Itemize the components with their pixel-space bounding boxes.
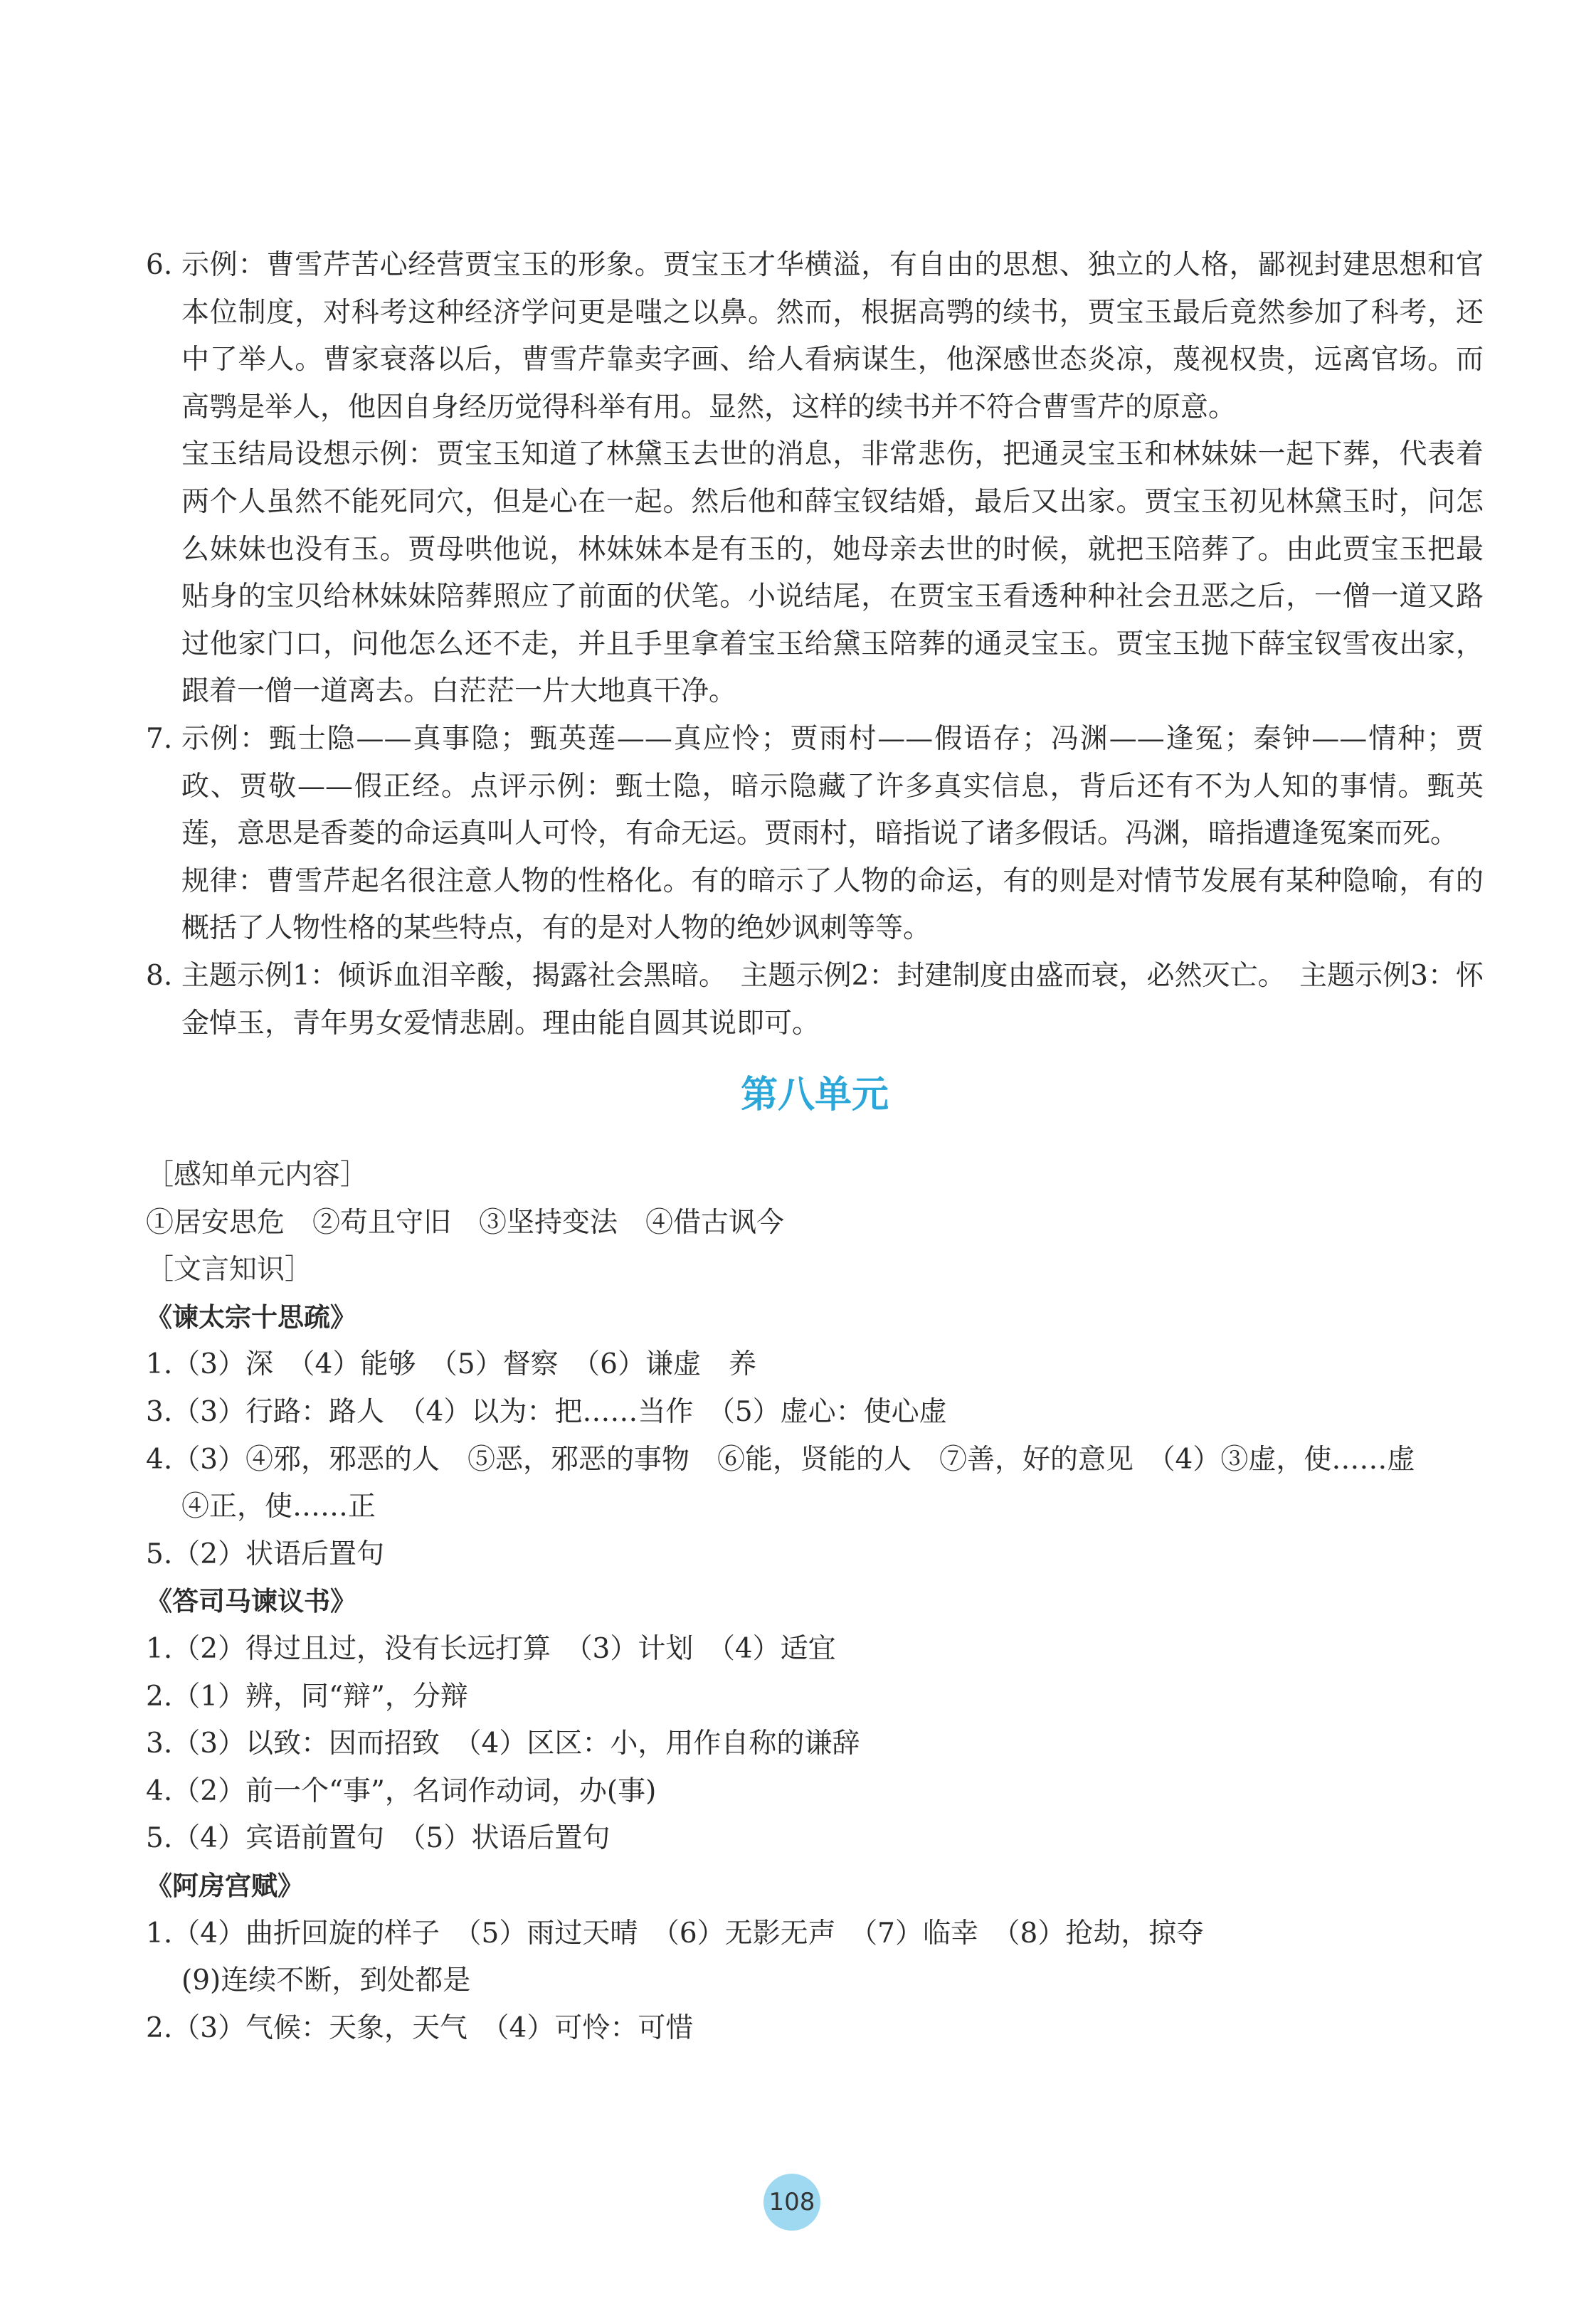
answer-line: 3.（3）以致：因而招致 （4）区区：小，用作自称的谦辞 bbox=[146, 1728, 860, 1760]
item-body bbox=[181, 716, 1484, 953]
answer-line: 4.（2）前一个“事”，名词作动词，办(事) bbox=[146, 1775, 657, 1807]
answer-paragraph: 示例：曹雪芹苦心经营贾宝玉的形象。贾宝玉才华横溢，有自由的思想、独立的人格，鄙视封建思想和官本位制度，对科考这种经济学问更是嗤之以鼻。然而，根据高鹗的续书，贾宝玉最后竟然参加了科考，还中了举人。曹家衰落以后，曹雪芹靠卖字画、给人看病谋生，他深感世态炎凉，蔑视权贵，远离官场。而高鹗是举人，他因自身经历觉得科举有用。显然，这样的续书并不符合曹雪芹的原意。 bbox=[181, 249, 1484, 423]
item-body bbox=[181, 242, 1484, 716]
item-number: 6. bbox=[146, 249, 173, 281]
answer-line: 2.（1）辨，同“辩”，分辩 bbox=[146, 1680, 468, 1713]
answer-line: 5.（2）状语后置句 bbox=[146, 1538, 385, 1570]
answer-paragraph: 示例：甄士隐——真事隐；甄英莲——真应怜；贾雨村——假语存；冯渊——逢冤；秦钟——情种；贾政、贾敬——假正经。点评示例：甄士隐，暗示隐藏了许多真实信息，背后还有不为人知的事情。甄英莲，意思是香菱的命运真叫人可怜，有命无运。贾雨村，暗指说了诸多假话。冯渊，暗指遭逢冤案而死。 bbox=[181, 722, 1484, 850]
section-title: 《答司马谏议书》 bbox=[146, 1586, 356, 1617]
answer-line: 4.（3）④邪，邪恶的人 ⑤恶，邪恶的事物 ⑥能，贤能的人 ⑦善，好的意见 （4）③虚，使……虚 bbox=[146, 1443, 1415, 1476]
answer-line: 2.（3）气候：天象，天气 （4）可怜：可惜 bbox=[146, 2011, 694, 2044]
answer-paragraph: 主题示例1：倾诉血泪辛酸，揭露社会黑暗。 主题示例2：封建制度由盛而衰，必然灭亡。 主题示例3：怀金悼玉，青年男女爱情悲剧。理由能自圆其说即可。 bbox=[181, 959, 1484, 1040]
answer-item-6 bbox=[146, 242, 1484, 716]
answer-paragraph: 规律：曹雪芹起名很注意人物的性格化。有的暗示了人物的命运，有的则是对情节发展有某种隐喻，有的概括了人物性格的某些特点，有的是对人物的绝妙讽刺等等。 bbox=[181, 864, 1484, 945]
section-title: 《阿房宫赋》 bbox=[146, 1871, 304, 1901]
item-body bbox=[181, 953, 1484, 1047]
classical-label: ［文言知识］ bbox=[146, 1254, 313, 1286]
classical-sections bbox=[146, 1294, 1484, 2053]
answer-line: 5.（4）宾语前置句 （5）状语后置句 bbox=[146, 1822, 611, 1855]
answer-line: 3.（3）行路：路人 （4）以为：把……当作 （5）虚心：使心虚 bbox=[146, 1396, 947, 1429]
answer-item-7 bbox=[146, 716, 1484, 953]
answer-content bbox=[146, 242, 1484, 2052]
section-title: 《谏太宗十思疏》 bbox=[146, 1301, 356, 1333]
answer-line: ④正，使……正 bbox=[181, 1491, 376, 1523]
answer-paragraph: 宝玉结局设想示例：贾宝玉知道了林黛玉去世的消息，非常悲伤，把通灵宝玉和林妹妹一起下葬，代表着两个人虽然不能死同穴，但是心在一起。然后他和薛宝钗结婚，最后又出家。贾宝玉初见林黛玉时，问怎么妹妹也没有玉。贾母哄他说，林妹妹本是有玉的，她母亲去世的时候，就把玉陪葬了。由此贾宝玉把最贴身的宝贝给林妹妹陪葬照应了前面的伏笔。小说结尾，在贾宝玉看透种种社会丑恶之后，一僧一道又路过他家门口，问他怎么还不走，并且手里拿着宝玉给黛玉陪葬的通灵宝玉。贾宝玉抛下薛宝钗雪夜出家，跟着一僧一道离去。白茫茫一片大地真干净。 bbox=[181, 438, 1484, 708]
perceive-label: ［感知单元内容］ bbox=[146, 1159, 369, 1192]
answer-line: 1.（4）曲折回旋的样子 （5）雨过天晴 （6）无影无声 （7）临幸 （8）抢劫，掠夺 bbox=[146, 1917, 1205, 1950]
page-number-badge: 108 bbox=[763, 2174, 820, 2231]
item-number: 8. bbox=[146, 959, 173, 992]
unit-title: 第八单元 bbox=[740, 1074, 889, 1117]
answer-line: 1.（2）得过且过，没有长远打算 （3）计划 （4）适宜 bbox=[146, 1633, 836, 1666]
answer-line: 1.（3）深 （4）能够 （5）督察 （6）谦虚 养 bbox=[146, 1348, 756, 1381]
perceive-answers: ①居安思危 ②苟且守旧 ③坚持变法 ④借古讽今 bbox=[146, 1206, 785, 1239]
answer-item-8 bbox=[146, 953, 1484, 1047]
item-number: 7. bbox=[146, 722, 173, 755]
answer-line: (9)连续不断，到处都是 bbox=[181, 1964, 471, 1997]
